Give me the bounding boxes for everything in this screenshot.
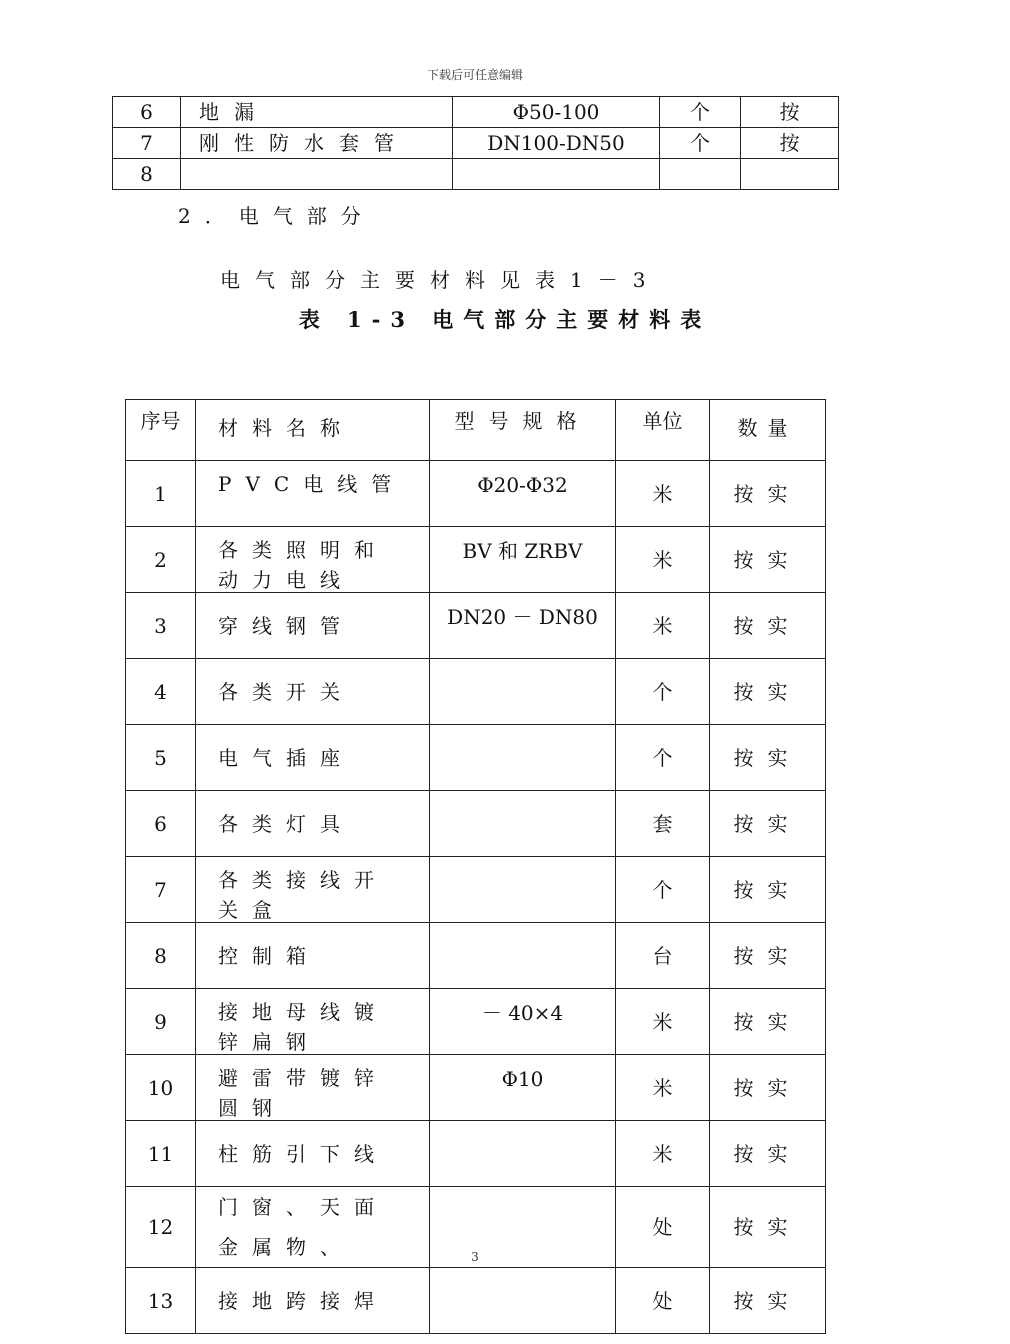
cell-name [196,1268,430,1334]
cell-name [196,461,430,527]
table-row [126,1055,826,1121]
cell-spec [430,857,616,923]
cell-text: 13 [147,1288,174,1313]
table-row [126,791,826,857]
cell-qty [710,1121,826,1187]
cell-text: PVC电线管 [218,472,406,496]
cell-no [126,461,196,527]
cell-spec [430,1055,616,1121]
cell-text: 个 [652,679,673,704]
cell-spec [430,593,616,659]
prev-cell-no: 7 [113,128,181,159]
page-header: 下载后可任意编辑 [426,68,523,82]
cell-text: 台 [652,943,673,968]
cell-text: 米 [652,1141,673,1166]
cell-text: 门窗、天面金属物、 [218,1195,388,1259]
cell-no [126,1121,196,1187]
prev-cell-name: 刚性防水套管 [181,128,453,159]
cell-text: 按实 [733,877,802,902]
prev-table-row [113,128,839,159]
cell-name [196,725,430,791]
cell-text: 米 [652,613,673,638]
cell-text: 处 [652,1215,673,1239]
table-row [126,857,826,923]
cell-no [126,857,196,923]
previous-materials-table [112,96,839,190]
table-row [126,659,826,725]
electrical-materials-table [125,399,826,1334]
cell-spec [430,527,616,593]
table-row [126,725,826,791]
cell-text: 12 [147,1215,174,1239]
table-caption: 表 1-3 电气部分主要材料表 [298,307,712,332]
cell-name [196,593,430,659]
cell-text: 接地跨接焊 [218,1288,388,1313]
cell-text: 个 [652,877,673,902]
cell-unit [616,857,710,923]
cell-text: BV 和 ZRBV [462,539,583,563]
prev-cell-name: 地漏 [181,97,453,128]
prev-cell-name [181,159,453,190]
cell-name [196,923,430,989]
section-heading: 2．电气部分 [178,204,375,228]
cell-spec [430,659,616,725]
cell-qty [710,1055,826,1121]
prev-cell-qty [741,159,839,190]
cell-text: 11 [147,1141,174,1166]
table-row [126,527,826,593]
prev-cell-unit [660,159,741,190]
cell-spec [430,1121,616,1187]
cell-name [196,527,430,593]
cell-unit [616,527,710,593]
cell-qty [710,659,826,725]
prev-cell-no: 6 [113,97,181,128]
cell-no [126,527,196,593]
cell-text: 按实 [733,679,802,704]
cell-name [196,1055,430,1121]
cell-qty [710,1268,826,1334]
cell-text: 按实 [733,811,802,836]
cell-text: 米 [652,1075,673,1100]
header-cell-qty: 数量 [710,400,826,461]
cell-text: 2 [154,547,167,572]
cell-text: 10 [147,1075,174,1100]
cell-text: 5 [154,745,167,770]
cell-text: 各类接线开关盒 [218,868,388,922]
cell-text: 按实 [733,613,802,638]
cell-name [196,791,430,857]
cell-no [126,923,196,989]
cell-unit [616,1055,710,1121]
cell-unit [616,593,710,659]
cell-name [196,857,430,923]
cell-spec [430,461,616,527]
prev-cell-spec [453,159,660,190]
cell-text: 控制箱 [218,943,320,968]
prev-cell-unit: 个 [660,97,741,128]
cell-no [126,593,196,659]
cell-text: 9 [154,1009,167,1034]
cell-text: 套 [652,811,673,836]
prev-cell-spec: DN100-DN50 [453,128,660,159]
cell-no [126,725,196,791]
cell-text: 米 [652,547,673,572]
prev-cell-no: 8 [113,159,181,190]
page-number: 3 [471,1250,479,1264]
cell-text: 按实 [733,943,802,968]
cell-qty [710,527,826,593]
table-row [126,461,826,527]
cell-unit [616,659,710,725]
prev-table-row [113,97,839,128]
cell-spec [430,1268,616,1334]
cell-text: 接地母线镀锌扁钢 [218,1000,388,1054]
header-cell-spec: 型号规格 [430,400,616,461]
prev-cell-qty: 按 [741,128,839,159]
cell-text: 按实 [733,547,802,572]
cell-text: 按实 [733,1009,802,1034]
cell-text: Φ10 [501,1067,544,1091]
cell-name [196,989,430,1055]
cell-text: 柱筋引下线 [218,1141,388,1166]
cell-text: 米 [652,481,673,506]
header-cell-unit: 单位 [616,400,710,461]
cell-text: 各类照明和动力电线 [218,538,388,592]
cell-text: Φ20-Φ32 [477,473,568,497]
cell-text: 按实 [733,1288,802,1313]
header-cell-no: 序号 [126,400,196,461]
cell-spec [430,923,616,989]
cell-no [126,1055,196,1121]
cell-spec [430,725,616,791]
intro-paragraph: 电气部分主要材料见表1－3 [220,268,661,292]
prev-cell-spec: Φ50-100 [453,97,660,128]
prev-cell-unit: 个 [660,128,741,159]
cell-qty [710,593,826,659]
cell-unit [616,1268,710,1334]
cell-unit [616,1121,710,1187]
cell-text: 3 [154,613,167,638]
cell-unit [616,725,710,791]
cell-qty [710,989,826,1055]
cell-text: 6 [154,811,167,836]
cell-no [126,659,196,725]
cell-unit [616,989,710,1055]
cell-qty [710,791,826,857]
cell-no [126,1268,196,1334]
cell-qty [710,923,826,989]
cell-text: 8 [154,943,167,968]
cell-unit [616,923,710,989]
cell-qty [710,725,826,791]
prev-table-row [113,159,839,190]
table-row [126,1268,826,1334]
cell-text: 按实 [733,745,802,770]
cell-text: 穿线钢管 [218,613,354,638]
cell-text: 4 [154,679,167,704]
cell-qty [710,461,826,527]
cell-text: 1 [154,481,167,506]
cell-text: 按实 [733,481,802,506]
cell-text: 避雷带镀锌圆钢 [218,1066,388,1120]
table-row [126,1121,826,1187]
cell-name [196,659,430,725]
cell-name [196,1121,430,1187]
cell-text: 电气插座 [218,745,354,770]
table-row [126,989,826,1055]
cell-text: DN20 － DN80 [447,605,598,629]
cell-text: 7 [154,877,167,902]
cell-text: 按实 [733,1075,802,1100]
cell-text: 按实 [733,1215,802,1239]
header-cell-name: 材料名称 [196,400,430,461]
cell-text: 米 [652,1009,673,1034]
cell-text: 处 [652,1288,673,1313]
prev-cell-qty: 按 [741,97,839,128]
cell-no [126,791,196,857]
table-row [126,923,826,989]
cell-unit [616,461,710,527]
cell-spec [430,791,616,857]
cell-text: 各类开关 [218,679,354,704]
cell-text: 个 [652,745,673,770]
cell-no [126,989,196,1055]
cell-text: 各类灯具 [218,811,354,836]
cell-spec [430,989,616,1055]
table-header-row [126,400,826,461]
cell-text: － 40×4 [481,1001,564,1025]
table-row [126,593,826,659]
cell-unit [616,791,710,857]
cell-text: 按实 [733,1141,802,1166]
cell-qty [710,857,826,923]
